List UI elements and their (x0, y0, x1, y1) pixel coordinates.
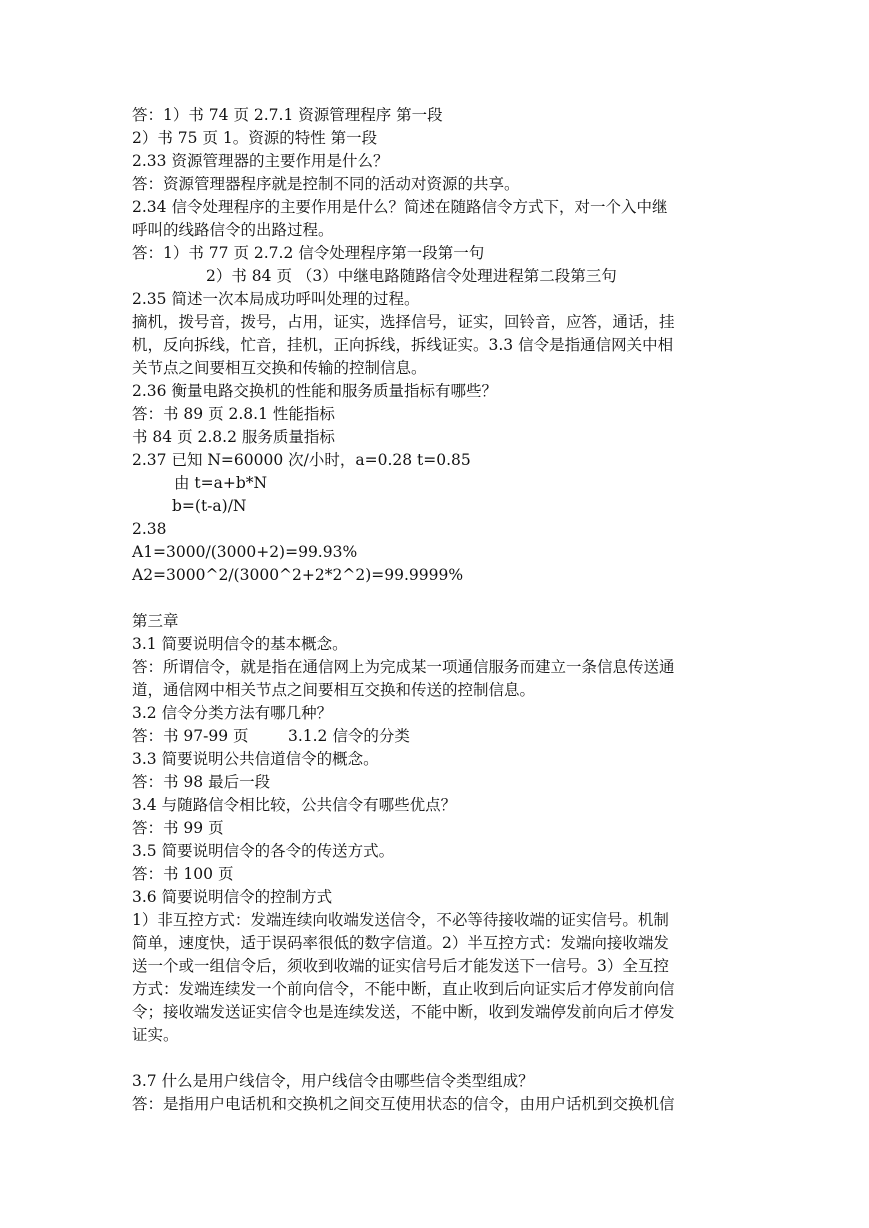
text-line: 3.2 信令分类方法有哪几种？ (132, 704, 333, 722)
text-line: 答：1）书 77 页 2.7.2 信令处理程序第一段第一句 (132, 244, 485, 262)
chapter-heading: 第三章 (132, 612, 179, 630)
text-line: 关节点之间要相互交换和传输的控制信息。 (132, 359, 427, 377)
text-line: 答：书 97-99 页 3.1.2 信令的分类 (132, 727, 410, 745)
text-line: 3.3 简要说明公共信道信令的概念。 (132, 750, 379, 768)
text-line: 1）非互控方式：发端连续向收端发送信令，不必等待接收端的证实信号。机制 (132, 911, 669, 929)
text-line: 2）书 75 页 1。资源的特性 第一段 (132, 129, 378, 147)
text-line: A2=3000^2/(3000^2+2*2^2)=99.9999% (132, 566, 464, 584)
text-line: 摘机，拨号音，拨号，占用，证实，选择信号，证实，回铃音，应答，通话，挂 (132, 313, 675, 331)
text-line: 方式：发端连续发一个前向信令，不能中断，直止收到后向证实后才停发前向信 (132, 980, 675, 998)
text-line: 答：书 100 页 (132, 865, 234, 883)
text-line: 2.36 衡量电路交换机的性能和服务质量指标有哪些？ (132, 382, 497, 400)
text-line: 3.7 什么是用户线信令，用户线信令由哪些信令类型组成？ (132, 1072, 534, 1090)
text-line: 答：资源管理器程序就是控制不同的活动对资源的共享。 (132, 175, 520, 193)
text-line: 答：是指用户电话机和交换机之间交互使用状态的信令，由用户话机到交换机信 (132, 1095, 675, 1113)
text-line: 2.35 简述一次本局成功呼叫处理的过程。 (132, 290, 420, 308)
document-body (132, 104, 740, 1116)
text-line: 2.37 已知 N=60000 次/小时，a=0.28 t=0.85 (132, 451, 471, 469)
text-line: 2.38 (132, 520, 167, 538)
text-line: 书 84 页 2.8.2 服务质量指标 (132, 428, 335, 446)
text-line: b=(t-a)/N (172, 497, 247, 515)
text-line: 简单，速度快，适于误码率很低的数字信道。2）半互控方式：发端向接收端发 (132, 934, 669, 952)
text-line: 由 t=a+b*N (174, 474, 268, 492)
text-line: 答：书 99 页 (132, 819, 224, 837)
text-line: 答：所谓信令，就是指在通信网上为完成某一项通信服务而建立一条信息传送通 (132, 658, 675, 676)
text-line: 答：书 98 最后一段 (132, 773, 271, 791)
text-line: 令；接收端发送证实信令也是连续发送，不能中断，收到发端停发前向后才停发 (132, 1003, 675, 1021)
text-line: 答：1）书 74 页 2.7.1 资源管理程序 第一段 (132, 106, 443, 124)
text-line: 2.34 信令处理程序的主要作用是什么？简述在随路信令方式下，对一个入中继 (132, 198, 668, 216)
text-line: 呼叫的线路信令的出路过程。 (132, 221, 334, 239)
blank-line (132, 1047, 740, 1070)
text-line: 3.1 简要说明信令的基本概念。 (132, 635, 348, 653)
text-line: 3.6 简要说明信令的控制方式 (132, 888, 333, 906)
text-line: 答：书 89 页 2.8.1 性能指标 (132, 405, 335, 423)
text-line: 3.5 简要说明信令的各令的传送方式。 (132, 842, 395, 860)
text-line: A1=3000/(3000+2)=99.93% (132, 543, 358, 561)
blank-line (132, 587, 740, 610)
text-line: 3.4 与随路信令相比较，公共信令有哪些优点？ (132, 796, 457, 814)
text-line: 证实。 (132, 1026, 179, 1044)
text-line: 道，通信网中相关节点之间要相互交换和传送的控制信息。 (132, 681, 536, 699)
text-line: 送一个或一组信令后，须收到收端的证实信号后才能发送下一信号。3）全互控 (132, 957, 669, 975)
text-line: 2）书 84 页 （3）中继电路随路信令处理进程第二段第三句 (206, 267, 617, 285)
text-line: 2.33 资源管理器的主要作用是什么？ (132, 152, 389, 170)
text-line: 机，反向拆线，忙音，挂机，正向拆线，拆线证实。3.3 信令是指通信网关中相 (132, 336, 674, 354)
